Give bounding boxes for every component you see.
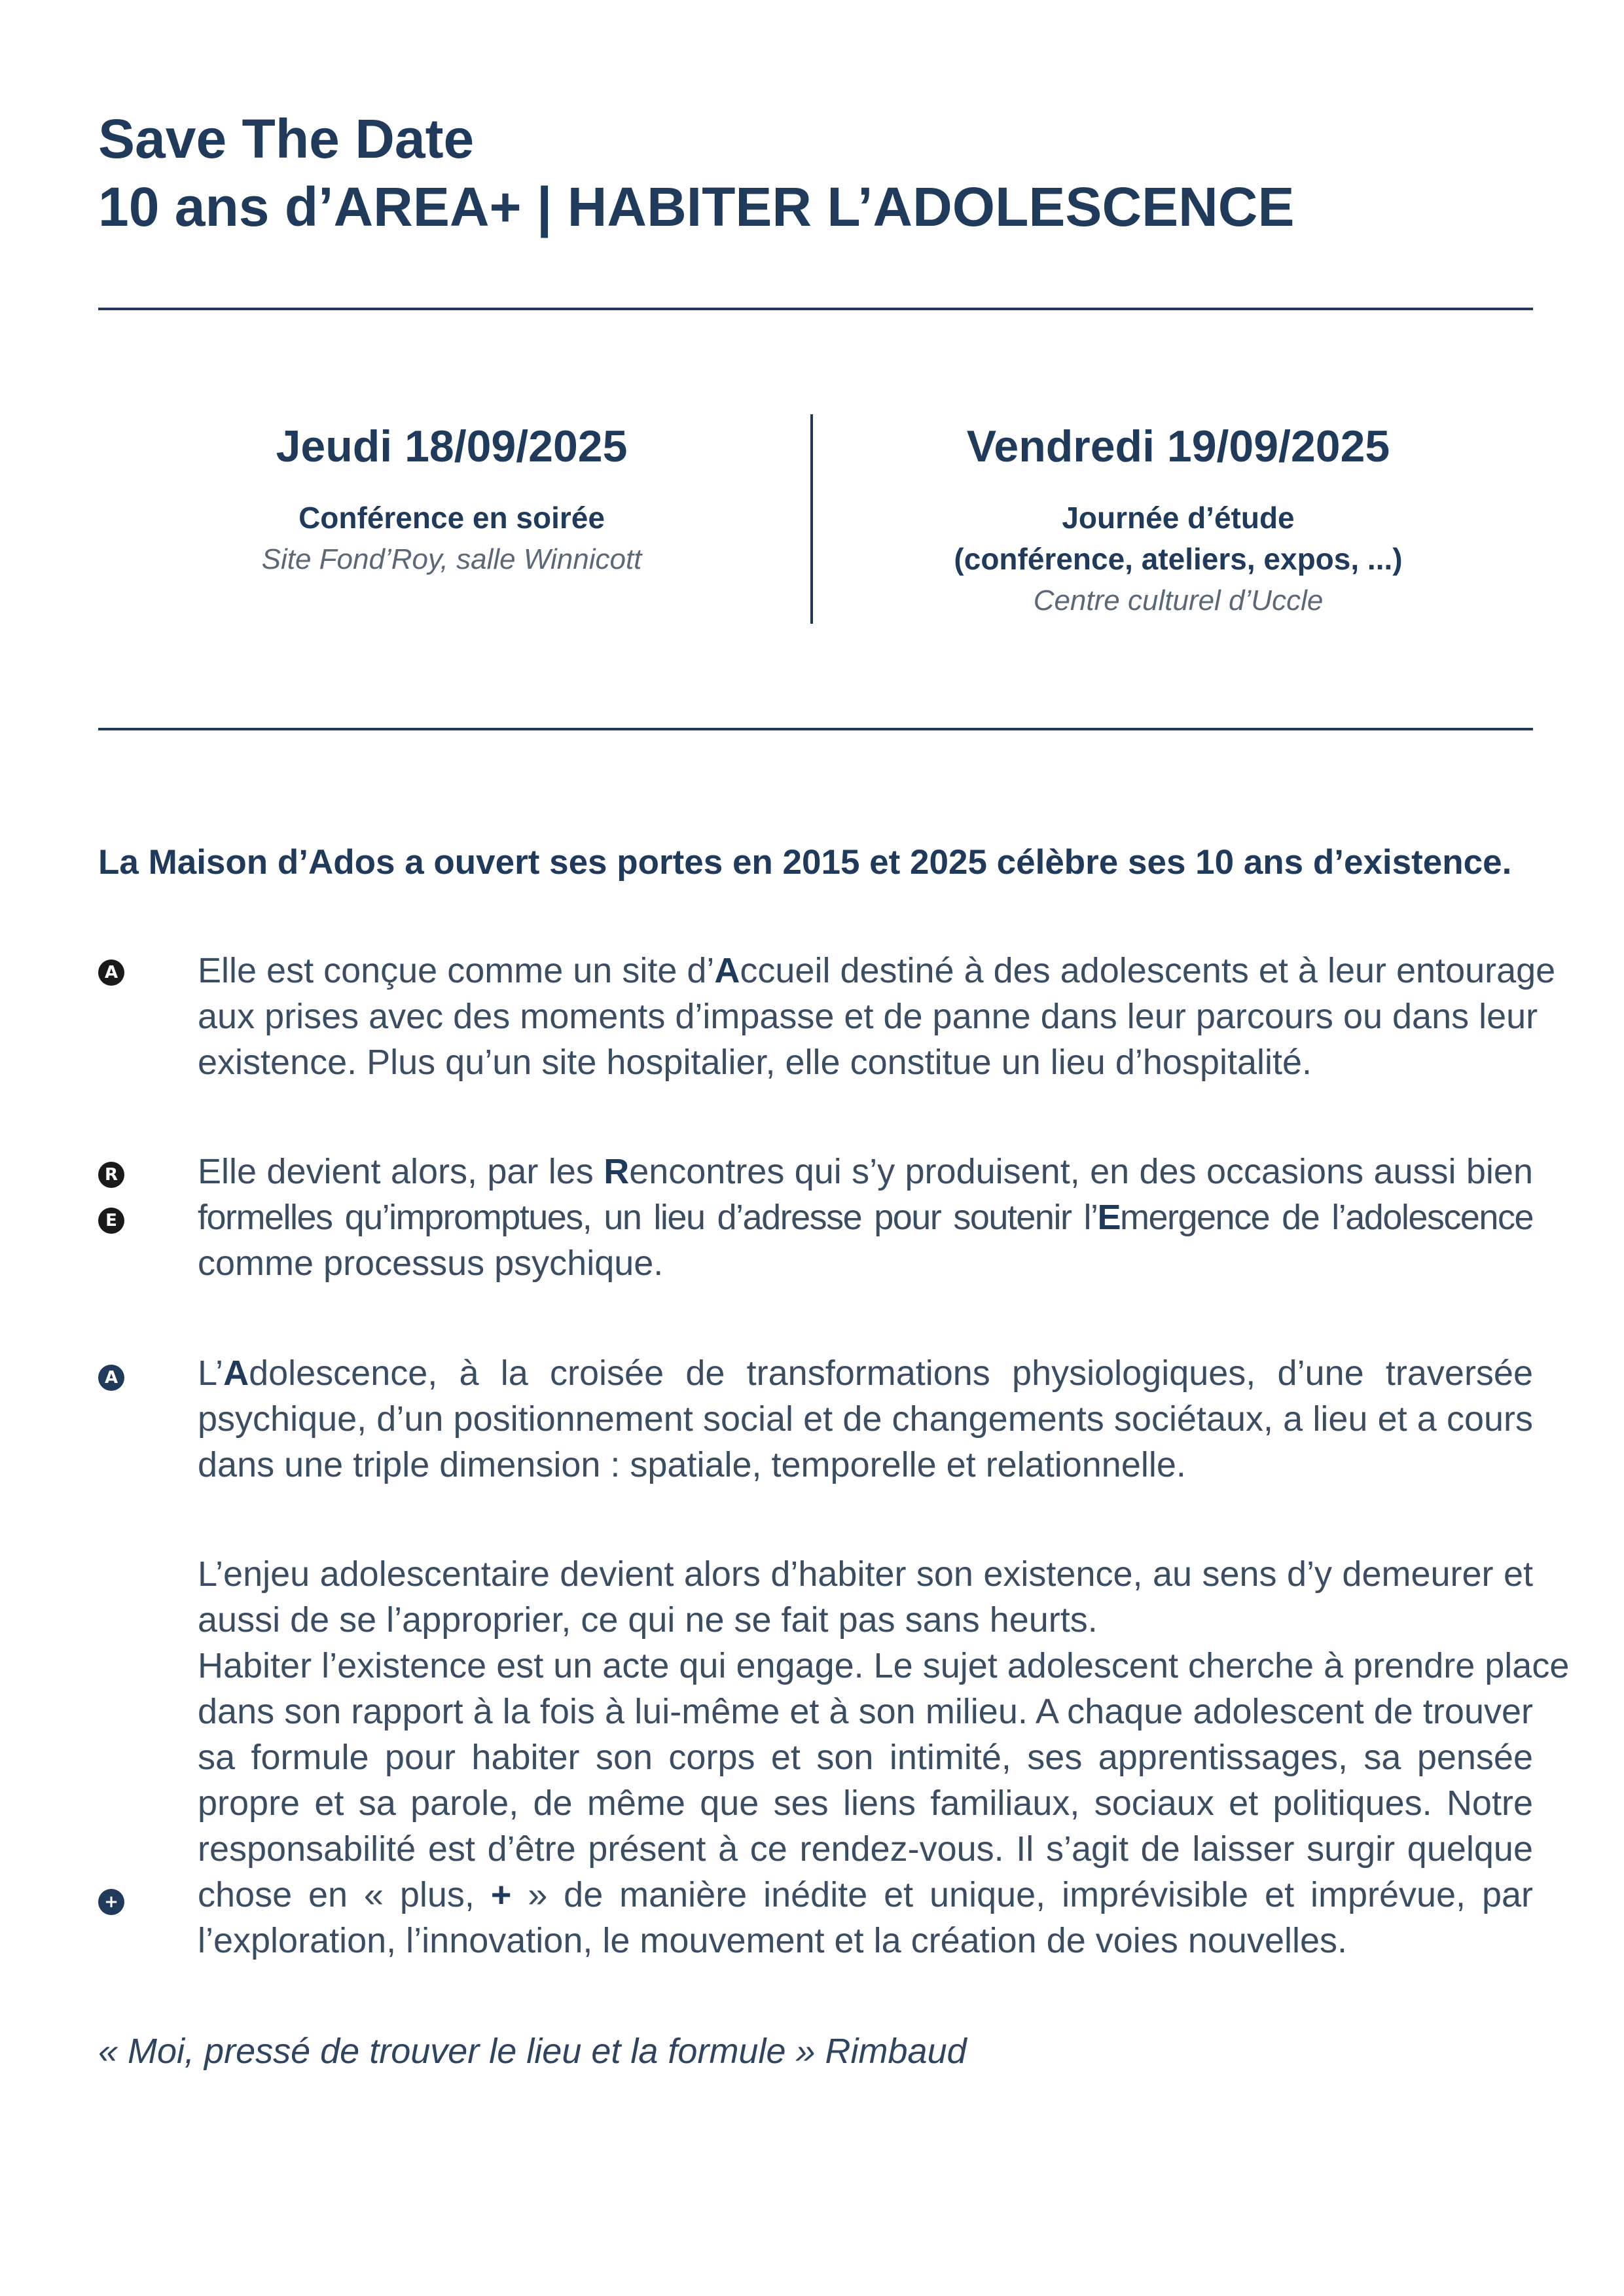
paragraph-line: existence. Plus qu’un site hospitalier, elle constitue un lieu d’hospitalité. (198, 1043, 1312, 1082)
day2-event: Journée d’étude (1062, 501, 1295, 535)
day1-block (124, 414, 779, 580)
day1-location: Site Fond’Roy, salle Winnicott (261, 543, 642, 575)
paragraph-line: propre et sa parole, de même que ses liens familiaux, sociaux et politiques. Notre (198, 1784, 1533, 1823)
plus-badge-icon: + (98, 1889, 124, 1915)
top-divider (98, 308, 1533, 310)
paragraph-line: Elle devient alors, par les Rencontres qui s’y produisent, en des occasions aussi bien (198, 1152, 1533, 1191)
paragraph-line: Habiter l’existence est un acte qui engage. Le sujet adolescent cherche à prendre place (198, 1646, 1570, 1685)
bottom-divider (98, 728, 1533, 730)
paragraph-line: comme processus psychique. (198, 1244, 664, 1283)
paragraph-line: aussi de se l’approprier, ce qui ne se fait pas sans heurts. (198, 1600, 1098, 1640)
day2-event-detail: (conférence, ateliers, expos, ...) (954, 542, 1403, 576)
paragraph-rencontres (198, 1149, 1533, 1286)
event-title: 10 ans d’AREA+ | HABITER L’ADOLESCENCE (98, 176, 1295, 238)
day2-date: Vendredi 19/09/2025 (966, 422, 1390, 471)
paragraph-line: sa formule pour habiter son corps et son intimité, ses apprentissages, sa pensée (198, 1738, 1533, 1777)
letter-a-badge-icon: A (98, 960, 124, 986)
paragraph-line: responsabilité est d’être présent à ce rendez-vous. Il s’agit de laisser surgir quelque (198, 1829, 1533, 1869)
header (98, 105, 1532, 241)
day1-date: Jeudi 18/09/2025 (276, 422, 628, 471)
intro-text: La Maison d’Ados a ouvert ses portes en 2015 et 2025 célèbre ses 10 ans d’existence. (98, 843, 1512, 882)
letter-r-badge-icon: R (98, 1162, 124, 1188)
paragraph-adolescence (198, 1350, 1533, 1488)
letter-a-badge-icon: A (98, 1365, 124, 1391)
paragraph-line: Elle est conçue comme un site d’Accueil destiné à des adolescents et à leur entourage (198, 951, 1556, 990)
paragraph-line: L’Adolescence, à la croisée de transformations physiologiques, d’une traversée (198, 1354, 1533, 1393)
letter-e-badge-icon: E (98, 1208, 124, 1234)
day2-block (851, 414, 1506, 621)
paragraph-line: chose en « plus, + » de manière inédite et unique, imprévisible et imprévue, par (198, 1875, 1533, 1914)
paragraph-line: dans une triple dimension : spatiale, temporelle et relationnelle. (198, 1445, 1186, 1484)
column-divider (810, 414, 813, 624)
paragraph-line: psychique, d’un positionnement social et de changements sociétaux, a lieu et a cours (198, 1399, 1533, 1439)
day2-location: Centre culturel d’Uccle (1033, 584, 1324, 617)
paragraph-line: formelles qu’impromptues, un lieu d’adresse pour soutenir l’Emergence de l’adolescence (198, 1198, 1533, 1237)
paragraph-accueil (198, 948, 1556, 1085)
rimbaud-quote: « Moi, pressé de trouver le lieu et la formule » Rimbaud (98, 2032, 967, 2071)
paragraph-line: L’enjeu adolescentaire devient alors d’habiter son existence, au sens d’y demeurer et (198, 1554, 1533, 1594)
paragraph-line: aux prises avec des moments d’impasse et de panne dans leur parcours ou dans leur (198, 997, 1538, 1036)
paragraph-line: l’exploration, l’innovation, le mouvement et la création de voies nouvelles. (198, 1921, 1348, 1960)
paragraph-habiter (198, 1551, 1570, 1964)
save-the-date-heading: Save The Date (98, 108, 475, 170)
paragraph-line: dans son rapport à la fois à lui-même et à son milieu. A chaque adolescent de trouver (198, 1692, 1533, 1731)
day1-event: Conférence en soirée (298, 501, 605, 535)
